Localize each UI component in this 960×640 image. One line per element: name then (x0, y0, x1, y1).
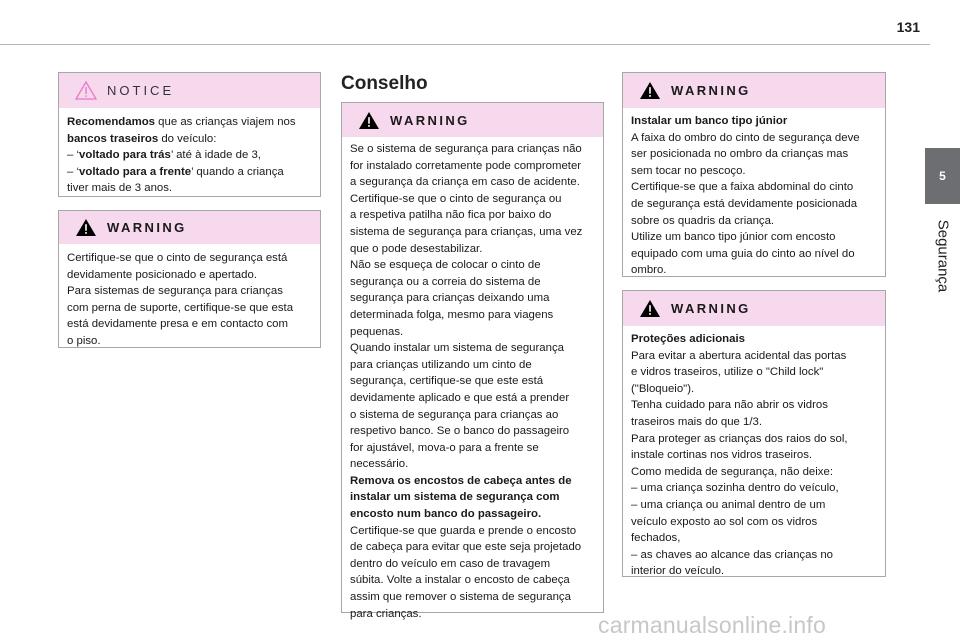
warning-header (59, 211, 320, 244)
warning-body (623, 108, 885, 279)
notice-text: ’ até à idade de 3, (170, 149, 261, 162)
chapter-label-text: Segurança (934, 219, 951, 293)
warning-line: for instalado corretamente pode comprometer (350, 159, 582, 172)
watermark: carmanualsonline.info (598, 612, 826, 638)
warning-line: fechados, (631, 532, 681, 545)
warning-triangle-icon (75, 81, 97, 100)
warning-line: Como medida de segurança, não deixe: (631, 465, 833, 478)
notice-line (67, 131, 312, 148)
warning-line: sistema de segurança para crianças, uma vez (350, 225, 583, 238)
warning-line: para crianças utilizando um cinto de (350, 358, 532, 371)
warning-line: devidamente aplicado e que está a prender (350, 391, 570, 404)
warning-line: segurança, certifique-se que este está (350, 375, 544, 388)
notice-line (67, 114, 312, 131)
warning-line: dentro do veículo em caso de travagem (350, 557, 551, 570)
warning-line: de cabeça para evitar que este seja projetado (350, 541, 582, 554)
warning-line: de segurança está devidamente posicionada (631, 197, 858, 210)
notice-header (59, 73, 320, 108)
warning-line: está devidamente presa e em contacto com (67, 318, 288, 331)
chapter-tab[interactable]: 5 (925, 148, 960, 204)
notice-emphasis: voltado para trás (79, 149, 171, 162)
warning-header (342, 103, 603, 137)
warning-line: respetivo banco. Se o banco do passageiro (350, 425, 570, 438)
warning-line: assim que remover o sistema de segurança (350, 591, 571, 604)
warning-line: segurança ou a correia do sistema de (350, 275, 541, 288)
warning-triangle-icon (75, 218, 97, 237)
warning-line: sobre os quadris da criança. (631, 214, 775, 227)
warning-triangle-icon (358, 111, 380, 130)
warning-line: a respetiva patilha não fica por baixo do (350, 209, 552, 222)
warning-title: WARNING (107, 220, 187, 235)
warning-line: for ajustável, mova-o para a frente se (350, 441, 539, 454)
warning-box (341, 102, 604, 620)
warning-line: – as chaves ao alcance das crianças no (631, 548, 833, 561)
warning-body (623, 326, 885, 580)
warning-line: – uma criança ou animal dentro de um (631, 498, 826, 511)
warning-line: pequenas. (350, 325, 404, 338)
warning-line: A faixa do ombro do cinto de segurança deve (631, 131, 860, 144)
warning-line: segurança para crianças deixando uma (350, 292, 550, 305)
warning-line: com perna de suporte, certifique-se que esta (67, 301, 294, 314)
warning-line: Para sistemas de segurança para crianças (67, 285, 283, 298)
warning-header (623, 291, 885, 326)
warning-line: sem tocar no pescoço. (631, 164, 746, 177)
notice-line (67, 164, 312, 181)
chapter-label (925, 206, 960, 306)
warning-subheading: Instalar um banco tipo júnior (631, 115, 788, 127)
warning-line: Para evitar a abertura acidental das portas (631, 349, 847, 362)
warning-line: determinada folga, mesmo para viagens (350, 308, 554, 321)
warning-line: para crianças. (350, 607, 422, 620)
notice-emphasis: Recomendamos (67, 116, 155, 128)
warning-line: devidamente posicionado e apertado. (67, 268, 257, 281)
warning-line: ombro. (631, 264, 667, 277)
notice-emphasis: bancos traseiros (67, 132, 159, 145)
warning-line: o piso. (67, 334, 101, 347)
warning-line: e vidros traseiros, utilize o "Child lock" (631, 366, 824, 379)
notice-text: – ‘ (67, 149, 80, 162)
warning-line: Certifique-se que guarda e prende o encosto (350, 524, 577, 537)
warning-triangle-icon (639, 81, 661, 100)
warning-line: Certifique-se que o cinto de segurança ou (350, 192, 562, 205)
warning-box (622, 72, 886, 277)
warning-bold-line: Remova os encostos de cabeça antes de (350, 474, 572, 487)
warning-line: que o pode desestabilizar. (350, 242, 483, 255)
notice-text: ’ quando a criança (191, 165, 284, 178)
warning-line: Se o sistema de segurança para crianças não (350, 143, 582, 155)
warning-line: o sistema de segurança para crianças ao (350, 408, 559, 421)
warning-triangle-icon (639, 299, 661, 318)
warning-line: Quando instalar um sistema de segurança (350, 342, 565, 355)
section-heading: Conselho (341, 73, 428, 94)
warning-line: traseiros mais do que 1/3. (631, 415, 763, 428)
notice-line (67, 147, 312, 164)
warning-line: interior do veículo. (631, 565, 725, 578)
warning-title: WARNING (671, 301, 751, 316)
warning-subheading: Proteções adicionais (631, 333, 745, 345)
notice-emphasis: voltado para a frente (79, 165, 192, 178)
header-rule (0, 44, 930, 45)
warning-body (342, 137, 603, 622)
warning-line: necessário. (350, 458, 409, 471)
notice-line: tiver mais de 3 anos. (67, 182, 173, 195)
warning-title: WARNING (671, 83, 751, 98)
warning-line: Não se esqueça de colocar o cinto de (350, 259, 541, 272)
notice-box (58, 72, 321, 197)
warning-line: Certifique-se que a faixa abdominal do cinto (631, 181, 854, 194)
warning-header (623, 73, 885, 108)
warning-line: súbita. Volte a instalar o encosto de cabeça (350, 574, 570, 587)
notice-text: do veículo: (158, 132, 217, 145)
warning-line: veículo exposto ao sol com os vidros (631, 515, 818, 528)
warning-box (58, 210, 321, 348)
warning-line: – uma criança sozinha dentro do veículo, (631, 482, 839, 495)
warning-body (59, 244, 320, 350)
warning-line: a segurança da criança em caso de acidente. (350, 176, 580, 189)
warning-line: Certifique-se que o cinto de segurança está (67, 252, 288, 264)
warning-bold-line: instalar um sistema de segurança com (350, 491, 560, 504)
warning-title: WARNING (390, 112, 470, 128)
notice-text: – ‘ (67, 165, 80, 178)
warning-line: ser posicionada no ombro da crianças mas (631, 148, 849, 161)
warning-box (622, 290, 886, 577)
warning-line: ("Bloqueio"). (631, 382, 695, 395)
page-number: 131 (896, 19, 920, 35)
warning-line: Utilize um banco tipo júnior com encosto (631, 231, 836, 244)
warning-bold-line: encosto num banco do passageiro. (350, 508, 542, 521)
warning-line: Para proteger as crianças dos raios do sol, (631, 432, 848, 445)
notice-text: que as crianças viajem nos (155, 116, 296, 128)
warning-line: equipado com uma guia do cinto ao nível do (631, 247, 855, 260)
notice-title: NOTICE (107, 83, 175, 98)
notice-body (59, 108, 320, 197)
warning-line: Tenha cuidado para não abrir os vidros (631, 399, 828, 412)
warning-line: instale cortinas nos vidros traseiros. (631, 449, 813, 462)
